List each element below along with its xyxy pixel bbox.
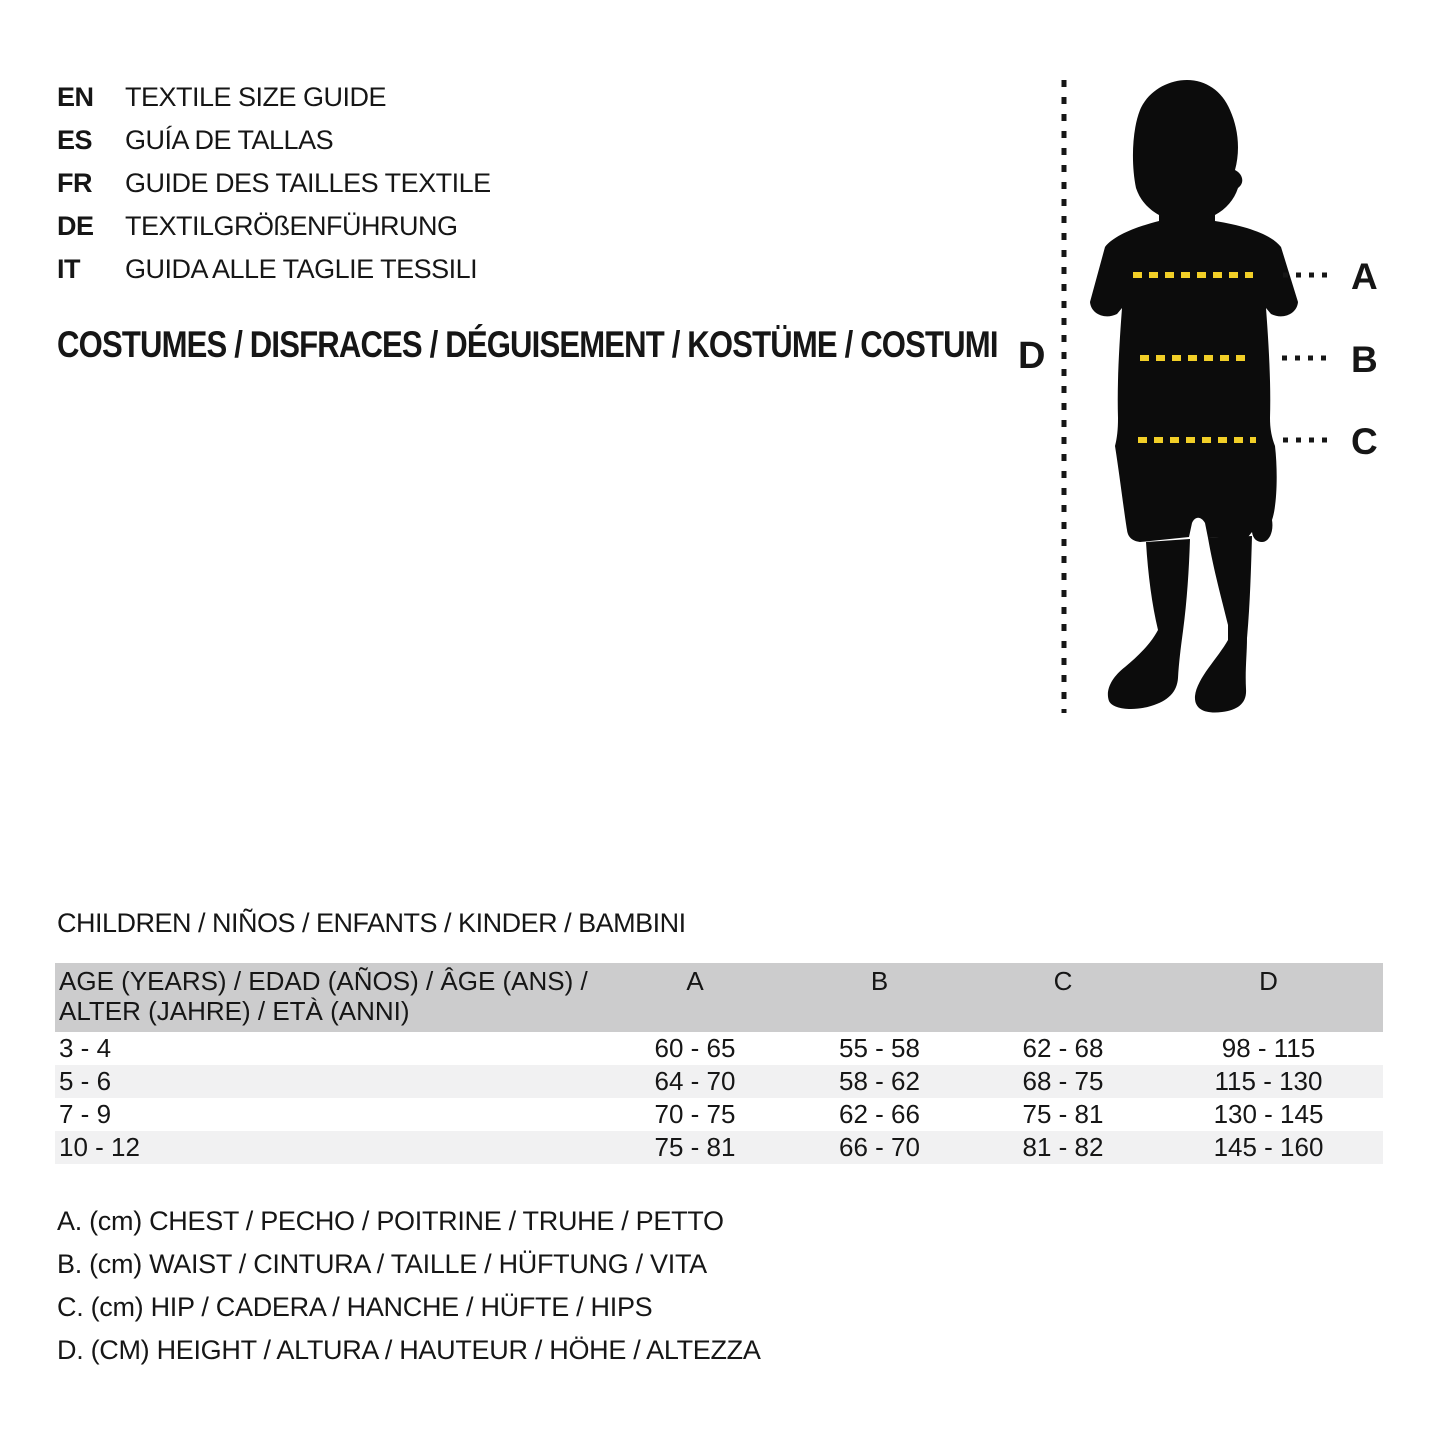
table-row (55, 1032, 1383, 1065)
children-section-heading: CHILDREN / NIÑOS / ENFANTS / KINDER / BAMBINI (57, 908, 686, 938)
language-code: ES (57, 125, 93, 155)
legend-item-hip: C. (cm) HIP / CADERA / HANCHE / HÜFTE / HIPS (57, 1292, 653, 1322)
chest-cell: 70 - 75 (654, 1099, 736, 1129)
legend-item-chest: A. (cm) CHEST / PECHO / POITRINE / TRUHE / PETTO (57, 1206, 724, 1236)
chest-cell: 60 - 65 (654, 1033, 736, 1063)
column-header-b: B (870, 966, 889, 996)
hip-cell: 62 - 68 (1022, 1033, 1104, 1063)
category-heading: COSTUMES / DISFRACES / DÉGUISEMENT / KOSTÜME / COSTUMI (57, 324, 998, 365)
language-title: TEXTILE SIZE GUIDE (125, 82, 387, 112)
waist-cell: 55 - 58 (839, 1033, 920, 1063)
language-row-fr (57, 162, 491, 205)
child-silhouette (1090, 80, 1298, 712)
language-title: GUIDE DES TAILLES TEXTILE (125, 168, 491, 198)
language-title: GUIDA ALLE TAGLIE TESSILI (125, 254, 478, 284)
age-header-line2: ALTER (JAHRE) / ETÀ (ANNI) (59, 996, 410, 1026)
silhouette-body (1090, 80, 1298, 542)
column-header-a: A (686, 966, 704, 996)
chest-cell: 75 - 81 (654, 1132, 736, 1162)
waist-cell: 58 - 62 (839, 1066, 920, 1096)
measurement-legend (57, 1200, 761, 1372)
measure-label-d: D (1018, 335, 1046, 377)
size-table-header (55, 963, 1383, 1032)
waist-cell: 66 - 70 (839, 1132, 920, 1162)
language-row-es (57, 119, 491, 162)
language-code: DE (57, 211, 94, 241)
hip-cell: 81 - 82 (1022, 1132, 1104, 1162)
hip-cell: 75 - 81 (1022, 1099, 1104, 1129)
measure-label-a: A (1351, 256, 1378, 297)
height-cell: 115 - 130 (1214, 1066, 1323, 1096)
column-header-d: D (1259, 966, 1278, 996)
language-code: IT (57, 254, 80, 284)
measure-label-c: C (1351, 421, 1378, 462)
language-row-de (57, 205, 491, 248)
language-title: GUÍA DE TALLAS (125, 125, 334, 155)
language-code: FR (57, 168, 92, 198)
hip-cell: 68 - 75 (1022, 1066, 1104, 1096)
age-cell: 10 - 12 (59, 1132, 140, 1162)
language-title-list (57, 76, 491, 291)
language-title: TEXTILGRÖßENFÜHRUNG (125, 211, 458, 241)
height-cell: 98 - 115 (1221, 1033, 1316, 1063)
age-cell: 7 - 9 (59, 1099, 112, 1129)
waist-cell: 62 - 66 (839, 1099, 920, 1129)
legend-item-waist: B. (cm) WAIST / CINTURA / TAILLE / HÜFTUNG / VITA (57, 1249, 707, 1279)
language-row-it (57, 248, 491, 291)
measurement-diagram (1000, 60, 1445, 720)
chest-cell: 64 - 70 (654, 1066, 736, 1096)
table-row (55, 1065, 1383, 1098)
silhouette-left-leg (1108, 539, 1190, 709)
age-header-line1: AGE (YEARS) / EDAD (AÑOS) / ÂGE (ANS) / (59, 966, 588, 996)
size-table (55, 963, 1383, 1164)
table-row (55, 1131, 1383, 1164)
table-row (55, 1098, 1383, 1131)
column-header-c: C (1053, 966, 1073, 996)
height-cell: 145 - 160 (1213, 1132, 1324, 1162)
language-row-en (57, 76, 491, 119)
age-column-header (55, 966, 603, 1026)
height-cell: 130 - 145 (1213, 1099, 1324, 1129)
age-cell: 5 - 6 (59, 1066, 112, 1096)
silhouette-right-leg (1195, 536, 1252, 712)
language-code: EN (57, 82, 94, 112)
legend-item-height: D. (CM) HEIGHT / ALTURA / HAUTEUR / HÖHE / ALTEZZA (57, 1335, 761, 1365)
measure-label-b: B (1351, 339, 1378, 380)
age-cell: 3 - 4 (59, 1033, 112, 1063)
